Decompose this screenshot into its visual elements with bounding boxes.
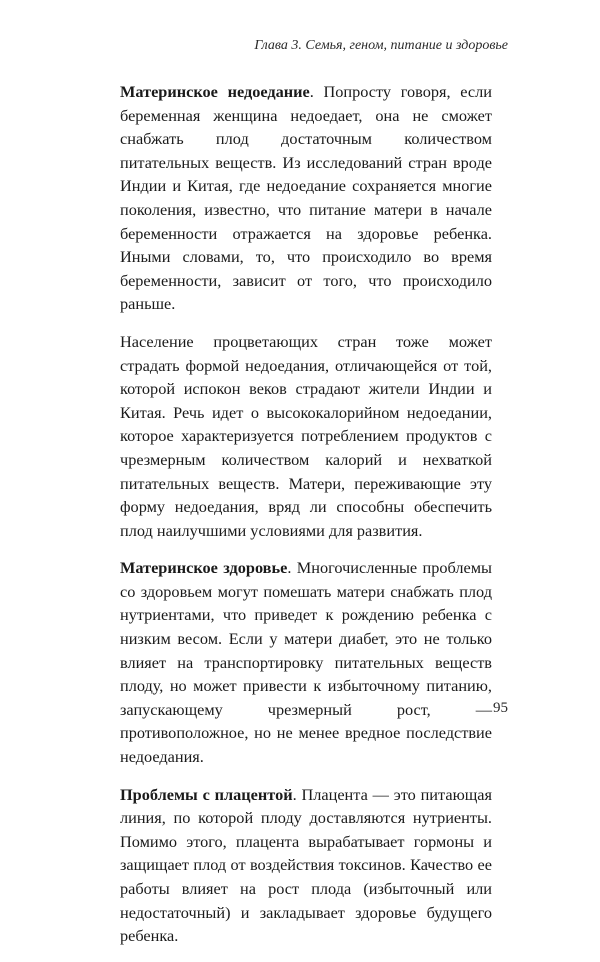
running-head: Глава 3. Семья, геном, питание и здоровье	[254, 38, 508, 53]
paragraph-text: . Многочисленные проблемы со здоровьем могут помешать матери снабжать плод нутриентами, что приведет к рождению ребенка с низким весом. Если у матери диабет, это не только влияет на транспортировку питательных веществ плоду, но может привести к избыточному питанию, запускающему чрезмерный рост, — противоположное, но не менее вредное последствие недоедания.	[120, 558, 492, 767]
page-number: 95	[493, 700, 508, 716]
paragraph-term: Материнское недоедание	[120, 82, 310, 101]
paragraph-maternal-health	[120, 556, 492, 768]
paragraph-term: Проблемы с плацентой	[120, 784, 293, 804]
paragraph-text: . Попросту говоря, если беременная женщина недоедает, она не сможет снабжать плод достаточным количеством питательных веществ. Из исследований стран вроде Индии и Китая, где недоедание сохраняется многие поколения, известно, что питание матери в начале беременности отражается на здоровье ребенка. Иными словами, то, что происходило во время беременности, зависит от того, что происходило раньше.	[120, 82, 492, 314]
paragraph-term: Материнское здоровье	[120, 558, 288, 578]
body-text	[120, 80, 492, 962]
paragraph-text: Население процветающих стран тоже может страдать формой недоедания, отличающейся от той, которой испокон веков страдают жители Индии и Китая. Речь идет о высококалорийном недоедании, которое характеризуется потреблением продуктов с чрезмерным количеством калорий и нехваткой питательных веществ. Матери, переживающие эту форму недоедания, вряд ли способны обеспечить плод наилучшими условиями для развития.	[120, 331, 492, 540]
paragraph-placenta-problems	[120, 783, 492, 948]
paragraph-prosperous-countries	[120, 330, 492, 542]
paragraph-text: . Плацента — это питающая линия, по которой плоду доставляются нутриенты. Помимо этого, плацента вырабатывает гормоны и защищает плод от воздействия токсинов. Качество ее работы влияет на рост плода (избыточный или недостаточный) и закладывает здоровье будущего ребенка.	[120, 784, 492, 946]
paragraph-maternal-malnutrition	[120, 80, 492, 316]
